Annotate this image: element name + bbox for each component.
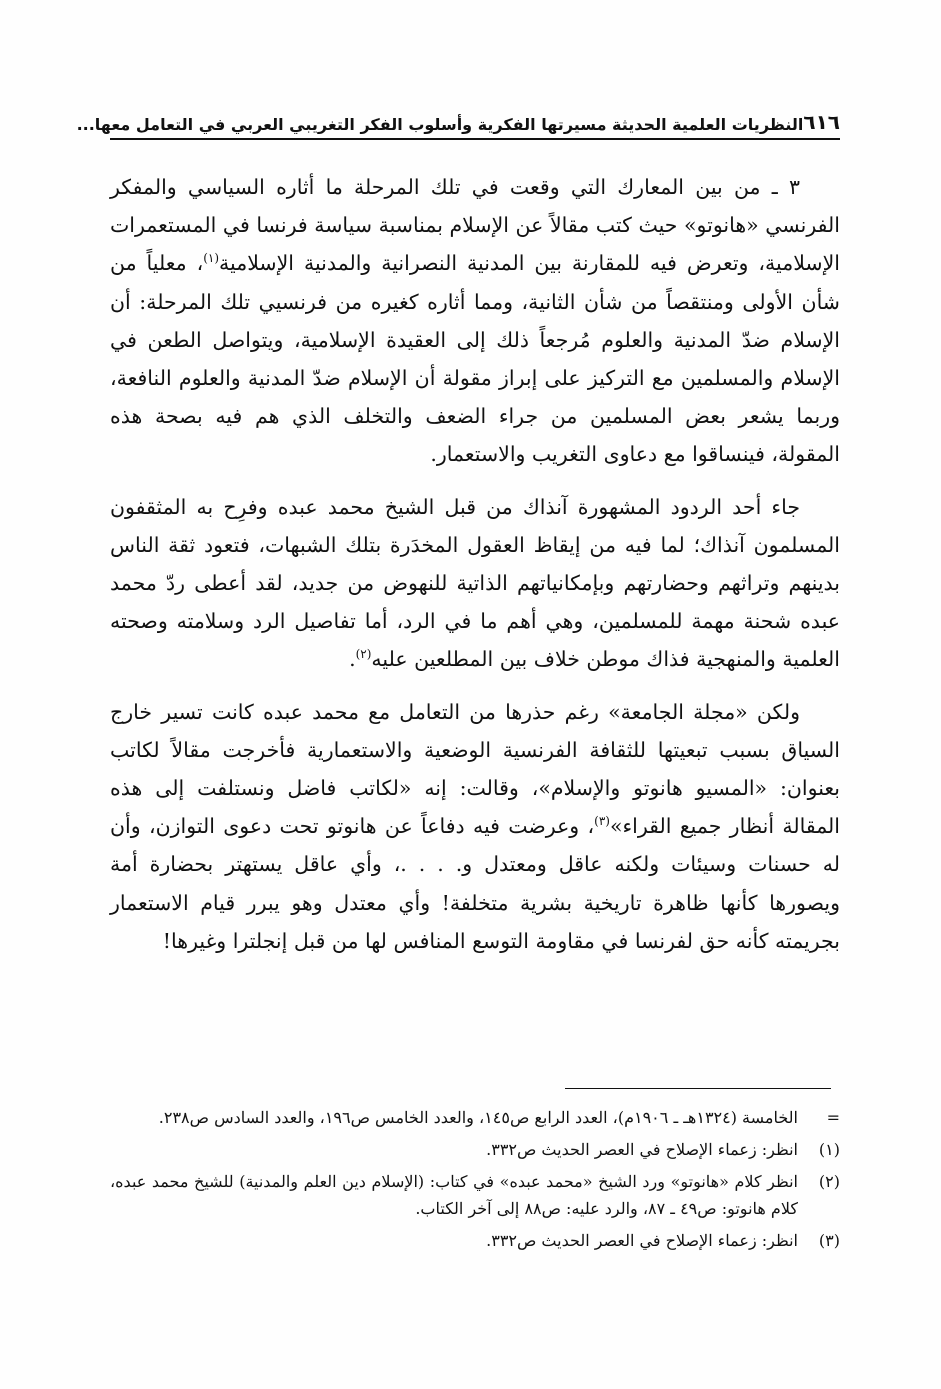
footnote-text: انظر: زعماء الإصلاح في العصر الحديث ص٣٣٢. — [486, 1140, 798, 1159]
footnote-ref: (٢) — [355, 647, 372, 662]
footnote-separator — [565, 1088, 831, 1089]
footnote-mark: (٢) — [818, 1172, 840, 1191]
footnote-text: انظر: زعماء الإصلاح في العصر الحديث ص٣٣٢. — [486, 1231, 798, 1250]
paragraph — [110, 488, 840, 679]
footnote-1 — [110, 1136, 840, 1163]
paragraph-text: ، وعرضت فيه دفاعاً عن هانوتو تحت دعوى التوازن، وأن له حسنات وسيئات ولكنه عاقل ومعتدل و. . . .، وأي عاقل يستهتر بحضارة أمة ويصورها كأنها ظاهرة تاريخية بشرية متخلفة! وأي معتدل وهو يبرر قيام الاستعمار بجريمته كأنه حق لفرنسا في مقاومة التوسع المنافس لها من قبل إنجلترا وغيرها! — [110, 814, 840, 953]
paragraph-text: ولكن «مجلة الجامعة» رغم حذرها من التعامل مع محمد عبده كانت تسير خارج السياق بسبب تبعيتها للثقافة الفرنسية الوضعية والاستعمارية فأخرجت مقالاً لكاتب بعنوان: «المسيو هانوتو والإسلام»، وقالت: إنه «لكاتب فاضل ونستلفت إلى هذه المقالة أنظار جميع القراء» — [110, 699, 840, 839]
paragraph — [110, 168, 840, 474]
paragraph-text: . — [349, 647, 356, 672]
main-text — [110, 168, 840, 974]
paragraph-text: ٣ ـ من بين المعارك التي وقعت في تلك المرحلة ما أثاره السياسي والمفكر الفرنسي «هانوتو» حيث كتب مقالاً عن الإسلام بمناسبة سياسة فرنسا في المستعمرات الإسلامية، وتعرض فيه للمقارنة بين المدنية النصرانية والمدنية الإسلامية — [110, 175, 840, 276]
footnote-2 — [110, 1168, 840, 1222]
running-title: النظريات العلمية الحديثة مسيرتها الفكرية وأسلوب الفكر التغريبي العربي في التعامل معها... — [76, 115, 804, 134]
footnote-mark: (١) — [818, 1140, 840, 1159]
footnote-mark: = — [826, 1108, 840, 1127]
paragraph-text: ، معلياً من شأن الأولى ومنتقصاً من شأن الثانية، ومما أثاره كغيره من فرنسيي تلك المرحلة: أن الإسلام ضدّ المدنية والعلوم مُرجعاً ذلك إلى العقيدة الإسلامية، ويتواصل الطعن في الإسلام والمسلمين مع التركيز على إبراز مقولة أن الإسلام ضدّ المدنية والعلوم النافعة، وربما يشعر بعض المسلمين من جراء الضعف والتخلف الذي هم فيه بصحة هذه المقولة، فينساقوا مع دعاوى التغريب والاستعمار. — [110, 251, 840, 467]
footnote-continuation — [110, 1104, 840, 1131]
paragraph-text: جاء أحد الردود المشهورة آنذاك من قبل الشيخ محمد عبده وفرِح به المثقفون المسلمون آنذاك؛ لما فيه من إيقاظ العقول المخدَرة بتلك الشبهات، فتعود ثقة الناس بدينهم وتراثهم وحضارتهم وبإمكانياتهم الذاتية للنهوض من جديد، لقد أعطى ردّ محمد عبده شحنة مهمة للمسلمين، وهي أهم ما في الرد، أما تفاصيل الرد وسلامته وصحته العلمية والمنهجية فذاك موطن خلاف بين المطلعين عليه — [110, 494, 840, 672]
footnotes — [110, 1104, 840, 1259]
footnote-text: انظر كلام «هانوتو» ورد الشيخ «محمد عبده» في كتاب: (الإسلام دين العلم والمدنية) للشيخ محمد عبده، كلام هانوتو: ص٤٩ ـ ٨٧، والرد عليه: ص٨٨ إلى آخر الكتاب. — [110, 1172, 798, 1218]
page-number: ٦١٦ — [803, 110, 840, 134]
header-rule — [110, 138, 840, 140]
footnote-3 — [110, 1227, 840, 1254]
running-head — [76, 100, 840, 134]
paragraph — [110, 693, 840, 960]
footnote-ref: (١) — [203, 251, 220, 266]
footnote-ref: (٣) — [594, 814, 610, 829]
footnote-mark: (٣) — [818, 1231, 840, 1250]
footnote-text: الخامسة (١٣٢٤هـ ـ ١٩٠٦م)، العدد الرابع ص١٤٥، والعدد الخامس ص١٩٦، والعدد السادس ص٢٣٨. — [158, 1108, 798, 1127]
